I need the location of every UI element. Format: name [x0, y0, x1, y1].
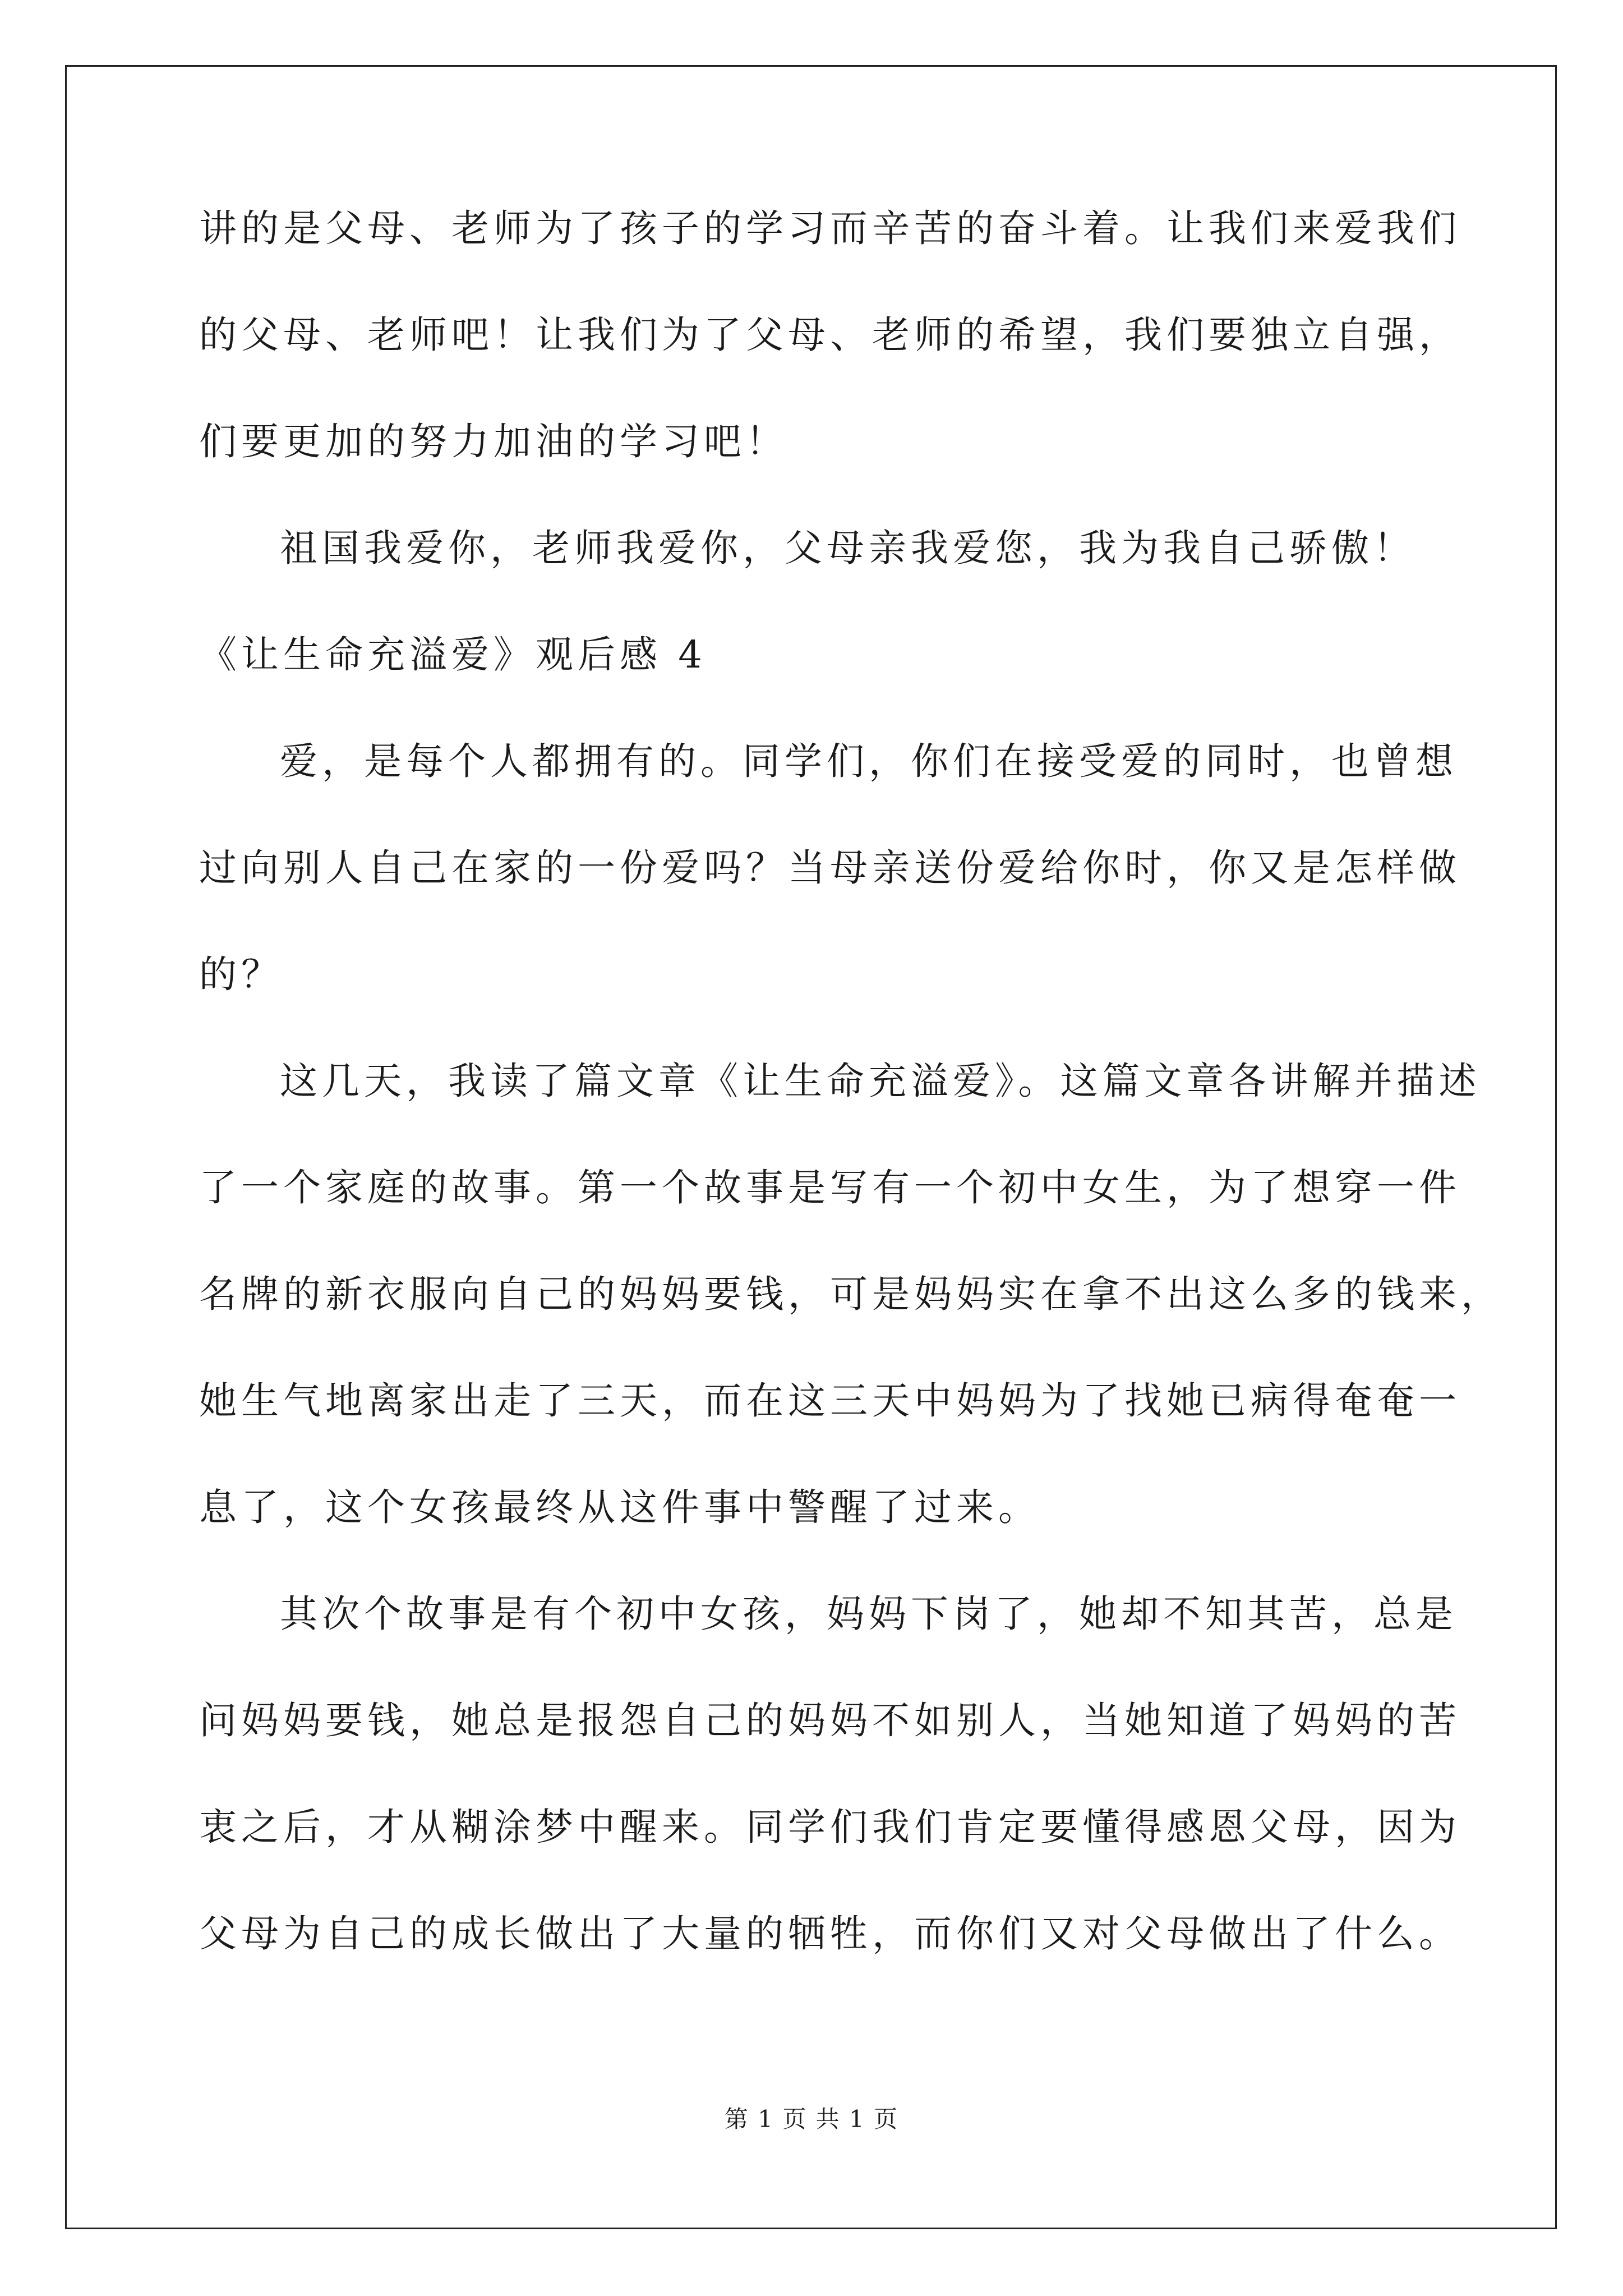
- body-line-8: 的？: [199, 953, 283, 996]
- body-line-12: 她生气地离家出走了三天，而在这三天中妈妈为了找她已病得奄奄一: [199, 1379, 1461, 1423]
- body-line-16: 衷之后，才从糊涂梦中醒来。同学们我们肯定要懂得感恩父母，因为: [199, 1805, 1461, 1849]
- page-number: 第 1 页 共 1 页: [724, 2105, 899, 2133]
- body-line-11: 名牌的新衣服向自己的妈妈要钱，可是妈妈实在拿不出这么多的钱来，: [199, 1272, 1503, 1316]
- body-line-14: 其次个故事是有个初中女孩，妈妈下岗了，她却不知其苦，总是: [280, 1592, 1458, 1636]
- body-line-9: 这几天，我读了篇文章《让生命充溢爱》。这篇文章各讲解并描述: [280, 1059, 1481, 1103]
- page-footer: [0, 2105, 1623, 2133]
- body-line-7: 过向别人自己在家的一份爱吗？当母亲送份爱给你时，你又是怎样做: [199, 846, 1461, 890]
- body-line-3: 们要更加的努力加油的学习吧！: [199, 420, 788, 463]
- body-line-17: 父母为自己的成长做出了大量的牺牲，而你们又对父母做出了什么。: [199, 1912, 1461, 1955]
- document-body: [199, 202, 1503, 2014]
- section-title: 《让生命充溢爱》观后感 4: [199, 633, 707, 677]
- body-line-10: 了一个家庭的故事。第一个故事是写有一个初中女生，为了想穿一件: [199, 1166, 1461, 1209]
- body-line-15: 问妈妈要钱，她总是报怨自己的妈妈不如别人，当她知道了妈妈的苦: [199, 1699, 1461, 1742]
- body-line-2: 的父母、老师吧！让我们为了父母、老师的希望，我们要独立自强，: [199, 313, 1461, 357]
- body-line-6: 爱，是每个人都拥有的。同学们，你们在接受爱的同时，也曾想: [280, 739, 1458, 783]
- body-line-4: 祖国我爱你，老师我爱你，父母亲我爱您，我为我自己骄傲！: [280, 526, 1415, 570]
- body-line-1: 讲的是父母、老师为了孩子的学习而辛苦的奋斗着。让我们来爱我们: [199, 206, 1461, 250]
- body-line-13: 息了，这个女孩最终从这件事中警醒了过来。: [199, 1485, 1040, 1529]
